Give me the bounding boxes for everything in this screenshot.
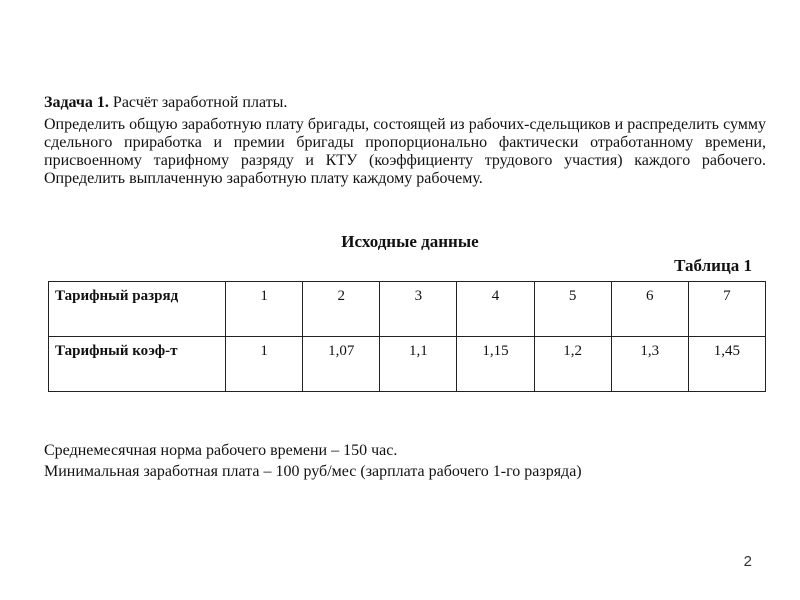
table-row-grade [49,282,766,337]
norms-notes [44,440,582,482]
table-cell: 6 [611,282,688,337]
table-cell: 7 [688,282,765,337]
table-cell: 1 [226,282,303,337]
task-label: Задача 1. [44,94,109,111]
table-cell: 1 [226,337,303,392]
table-row-coefficient [49,337,766,392]
table-cell: 1,15 [457,337,534,392]
task-heading [44,93,287,113]
task-title: Расчёт заработной платы. [108,94,288,111]
table-cell: 1,2 [534,337,611,392]
row-header-coefficient: Тарифный коэф-т [49,337,226,392]
data-section-title: Исходные данные [341,232,479,251]
table-cell: 1,1 [380,337,457,392]
note-minimum-wage: Минимальная заработная плата – 100 руб/мес (зарплата рабочего 1-го разряда) [44,463,582,480]
tariff-table [48,281,766,392]
table-cell: 1,3 [611,337,688,392]
table-label: Таблица 1 [674,256,752,275]
table-cell: 5 [534,282,611,337]
row-header-grade: Тарифный разряд [49,282,226,337]
task-description: Определить общую заработную плату бригады, состоящей из рабочих-сдельщиков и распределить сумму сдельного приработка и премии бригады пропорционально фактически отработанному времени, присвоенному тарифному разряду и КТУ (коэффициенту трудового участия) каждого рабочего. Определить выплаченную заработную плату каждому рабочему. [44,116,766,187]
table-cell: 1,07 [303,337,380,392]
page-number: 2 [743,553,752,570]
table-cell: 1,45 [688,337,765,392]
note-working-time: Среднемесячная норма рабочего времени – 150 час. [44,442,398,459]
table-cell: 2 [303,282,380,337]
table-cell: 4 [457,282,534,337]
table-cell: 3 [380,282,457,337]
